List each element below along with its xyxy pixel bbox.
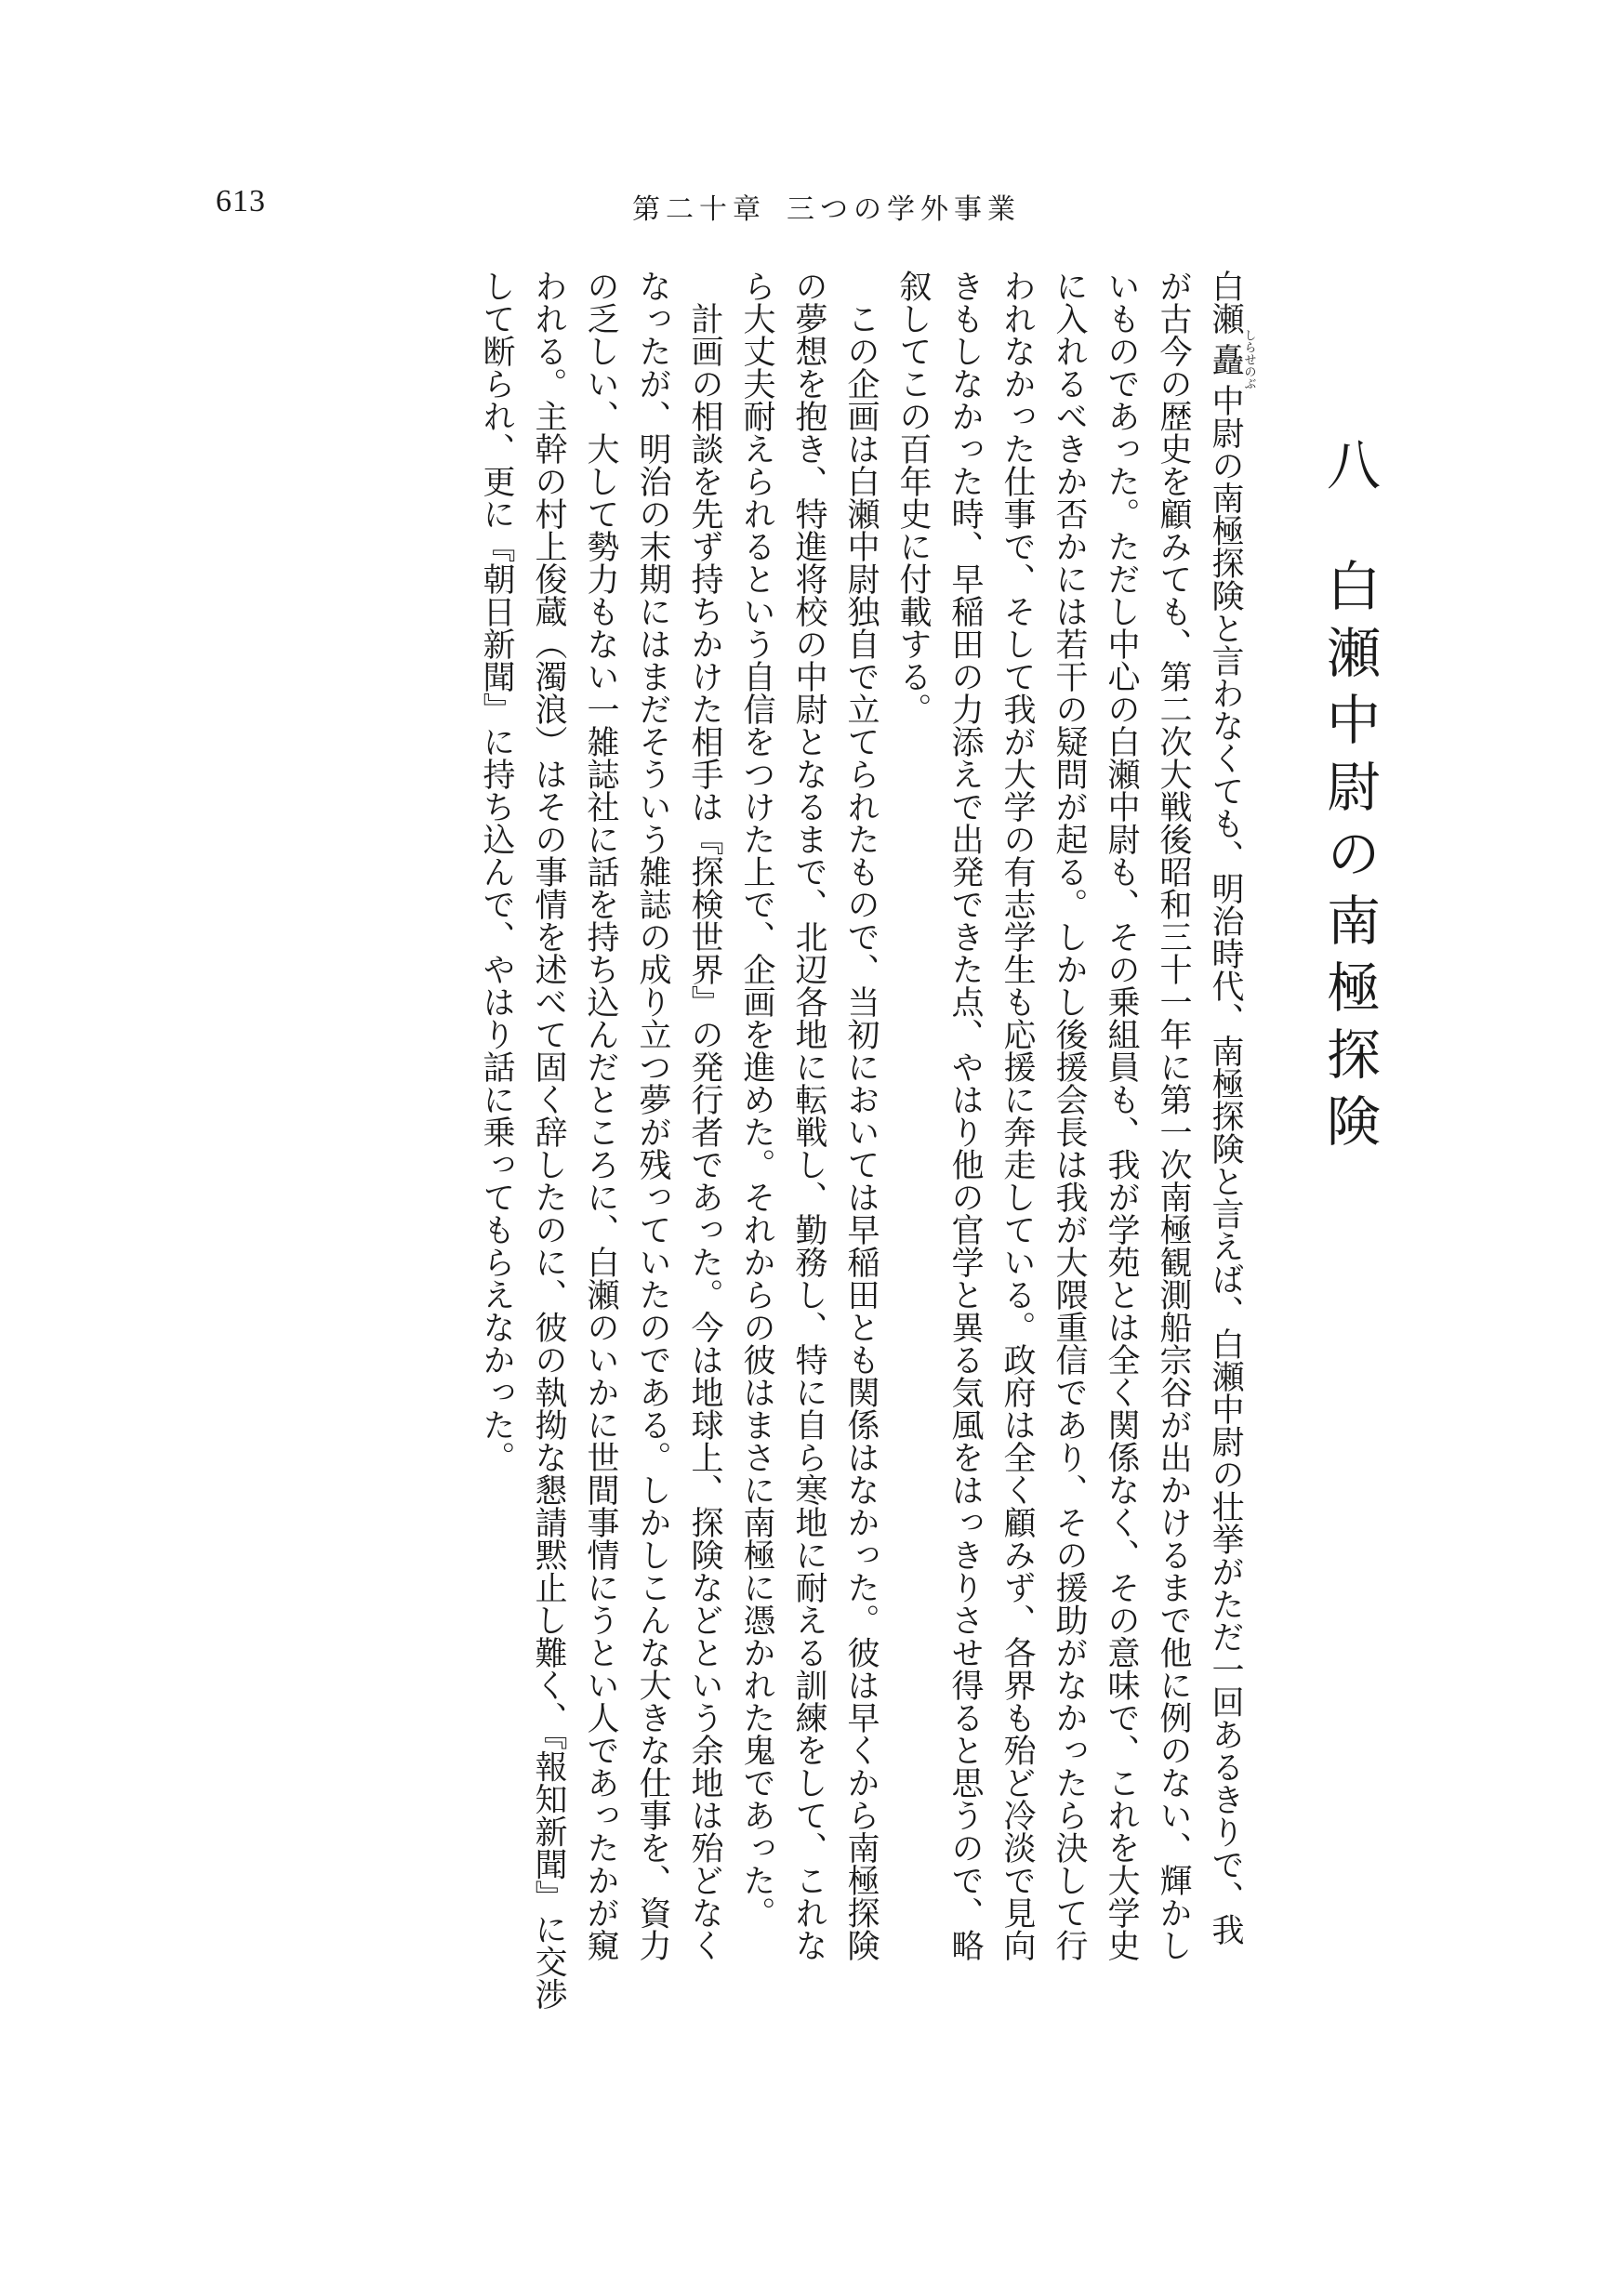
text-column-7: 叙してこの百年史に付載する。 (894, 270, 932, 725)
body-text (223, 270, 1381, 2091)
text-column-1: 白瀬矗しらせのぶ中尉の南極探険と言わなくても、明治時代、南極探険と言えば、白瀬中尉の壮挙がただ一回あるきりで、我 (1207, 270, 1256, 1946)
chapter-title: 三つの学外事業 (787, 193, 1021, 226)
text-column-11: 計画の相談を先ず持ちかけた相手は『探検世界』の発行者であった。今は地球上、探険などという余地は殆どなく (686, 302, 723, 1961)
text-column-14: われる。主幹の村上俊蔵（濁浪）はその事情を述べて固く辞したのに、彼の執拗な懇請黙止し難く、『報知新聞』に交渉 (530, 270, 567, 2011)
text-column-4: に入れるべきか否かには若干の疑問が起る。しかし後援会長は我が大隈重信であり、その援助がなかったら決して行 (1051, 270, 1088, 1961)
text-column-8: この企画は白瀬中尉独自で立てられたもので、当初においては早稲田とも関係はなかった。彼は早くから南極探険 (842, 302, 880, 1961)
text-column-13: の乏しい、大して勢力もない一雑誌社に話を持ち込んだところに、白瀬のいかに世間事情にうとい人であったかが窺 (582, 270, 619, 1961)
chapter-number: 第二十章 (632, 193, 766, 226)
page-number: 613 (216, 184, 266, 218)
running-header (632, 186, 1021, 227)
section-number: 八 (1317, 437, 1381, 504)
text-column-5: われなかった仕事で、そして我が大学の有志学生も応援に奔走している。政府は全く顧みず、各界も殆ど冷淡で見向 (999, 270, 1036, 1961)
text-column-9: の夢想を抱き、特進将校の中尉となるまで、北辺各地に転戦し、勤務し、特に自ら寒地に耐える訓練をして、これな (790, 270, 827, 1961)
text-column-10: ら大丈夫耐えられるという自信をつけた上で、企画を進めた。それからの彼はまさに南極に憑かれた鬼であった。 (738, 270, 775, 1929)
ruby-reading: しらせのぶ (1241, 329, 1256, 389)
text-column-12: なったが、明治の末期にはまだそういう雑誌の成り立つ夢が残っていたのである。しかしこんな大きな仕事を、資力 (634, 270, 671, 1961)
section-title: 白瀬中尉の南極探険 (1317, 558, 1381, 1160)
text-column-15: して断られ、更に『朝日新聞』に持ち込んで、やはり話に乗ってもらえなかった。 (478, 270, 515, 1473)
text-column-6: きもしなかった時、早稲田の力添えで出発できた点、やはり他の官学と異る気風をはっきりさせ得ると思うので、略 (946, 270, 984, 1961)
section-heading (1317, 270, 1381, 2091)
ruby-name: 白瀬矗しらせのぶ (1207, 270, 1256, 389)
text-column-3: いものであった。ただし中心の白瀬中尉も、その乗組員も、我が学苑とは全く関係なく、その意味で、これを大学史 (1103, 270, 1140, 1961)
text-column-2: が古今の歴史を顧みても、第二次大戦後昭和三十一年に第一次南極観測船宗谷が出かけるまで他に例のない、輝かし (1155, 270, 1192, 1961)
